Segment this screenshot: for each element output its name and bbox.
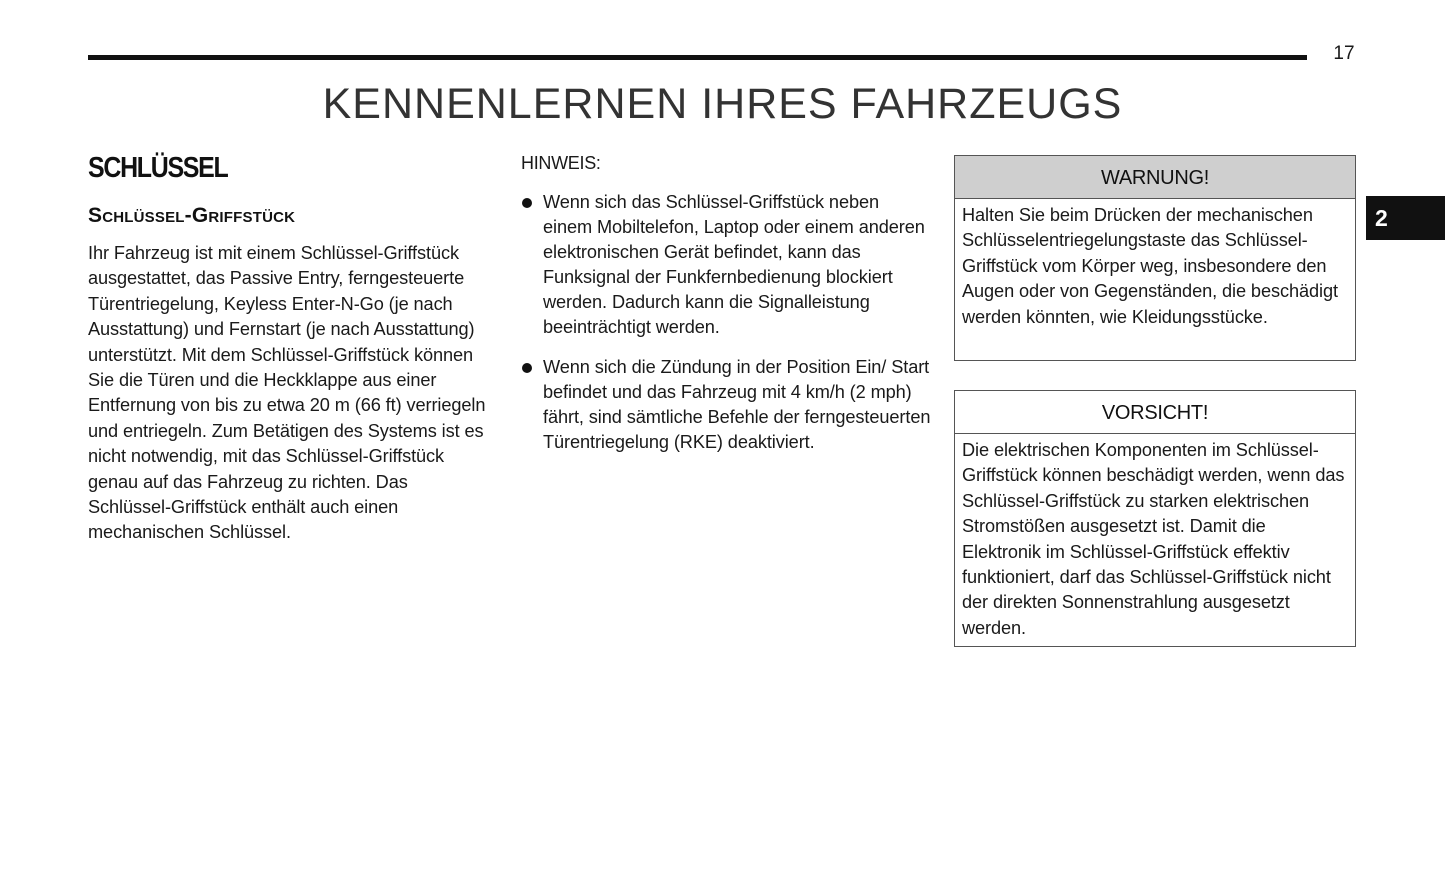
section-heading: SCHLÜSSEL	[88, 152, 228, 184]
list-item	[521, 190, 931, 341]
warning-text: Halten Sie beim Drücken der mechanischen Schlüsselentriegelungstaste das Schlüssel-Griffstück vom Körper weg, insbesondere den Augen oder von Gegenständen, die beschädigt werden könnten, wie Kleidungsstücke.	[962, 205, 1338, 327]
list-item-text: Wenn sich die Zündung in der Position Ein/ Start befindet und das Fahrzeug mit 4 km/h (2 mph) fährt, sind sämtliche Befehle der ferngesteuerten Türentriegelung (RKE) deaktiviert.	[543, 356, 931, 452]
note-label: HINWEIS:	[521, 153, 601, 173]
warning-title: WARNUNG!	[955, 156, 1355, 199]
bullet-icon	[522, 363, 532, 373]
list-item	[521, 355, 931, 455]
caution-box	[954, 390, 1356, 647]
intro-paragraph: Ihr Fahrzeug ist mit einem Schlüssel-Griffstück ausgestattet, das Passive Entry, ferngesteuerte Türentriegelung, Keyless Enter-N-Go (je nach Ausstattung) und Fernstart (je nach Ausstattung) unterstützt. Mit dem Schlüssel-Griffstück können Sie die Türen und die Heckklappe aus einer Entfernung von bis zu etwa 20 m (66 ft) verriegeln und entriegeln. Zum Betätigen des Systems ist es nicht notwendig, mit das Schlüssel-Griffstück genau auf das Fahrzeug zu richten. Das Schlüssel-Griffstück enthält auch einen mechanischen Schlüssel.	[88, 243, 486, 543]
chapter-title: KENNENLERNEN IHRES FAHRZEUGS	[322, 80, 1123, 128]
middle-column	[521, 150, 931, 469]
bullet-icon	[522, 198, 532, 208]
caution-title: VORSICHT!	[955, 391, 1355, 434]
warning-box	[954, 155, 1356, 361]
left-column	[88, 150, 490, 546]
chapter-tab[interactable]: 2	[1366, 196, 1445, 240]
list-item-text: Wenn sich das Schlüssel-Griffstück neben einem Mobiltelefon, Laptop oder einem anderen elektronischen Gerät befindet, kann das Funksignal der Funkfernbedienung blockiert werden. Dadurch kann die Signalleistung beeinträchtigt werden.	[543, 192, 925, 338]
header-rule	[88, 55, 1307, 60]
note-bullet-list	[521, 190, 931, 455]
page-number: 17	[1333, 43, 1355, 64]
caution-text: Die elektrischen Komponenten im Schlüssel-Griffstück können beschädigt werden, wenn das Schlüssel-Griffstück zu starken elektrischen Stromstößen ausgesetzt ist. Damit die Elektronik im Schlüssel-Griffstück effektiv funktioniert, darf das Schlüssel-Griffstück nicht der direkten Sonnenstrahlung ausgesetzt werden.	[962, 440, 1345, 638]
subheading: Schlüssel-Griffstück	[88, 204, 296, 227]
